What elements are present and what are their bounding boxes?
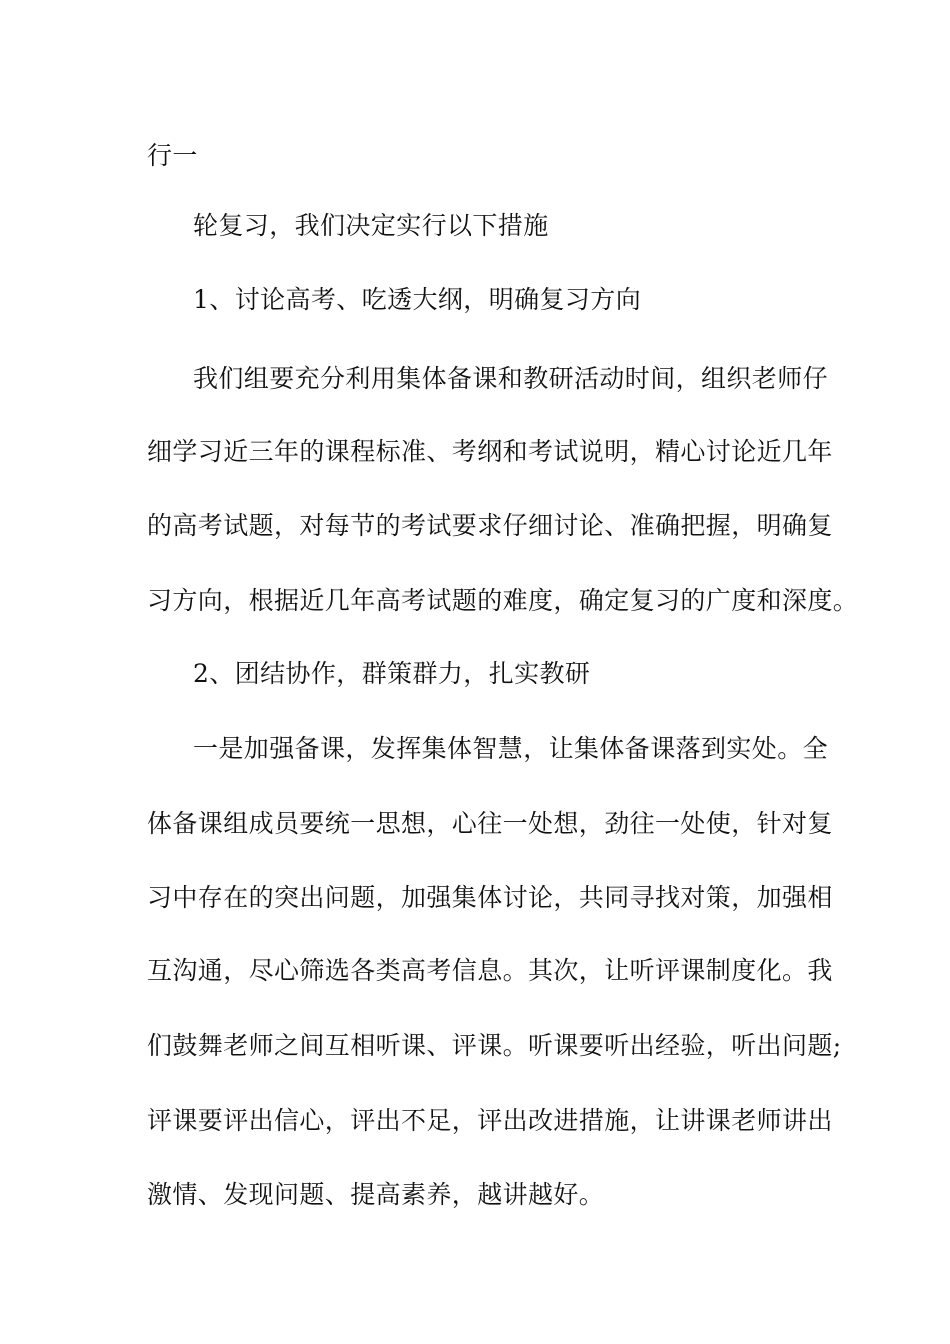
text-line: 评课要评出信心，评出不足，评出改进措施，让讲课老师讲出 — [147, 1106, 833, 1135]
text-line: 习方向，根据近几年高考试题的难度，确定复习的广度和深度。 — [147, 586, 859, 615]
text-line: 们鼓舞老师之间互相听课、评课。听课要听出经验，听出问题; — [147, 1031, 842, 1060]
text-line: 体备课组成员要统一思想，心往一处想，劲往一处使，针对复 — [147, 809, 833, 838]
text-line: 轮复习，我们决定实行以下措施 — [193, 211, 549, 240]
section-heading: 1、讨论高考、吃透大纲，明确复习方向 — [193, 285, 642, 314]
text-line: 一是加强备课，发挥集体智慧，让集体备课落到实处。全 — [193, 734, 829, 763]
text-line: 习中存在的突出问题，加强集体讨论，共同寻找对策，加强相 — [147, 883, 833, 912]
text-line: 行一 — [147, 141, 198, 170]
text-line: 互沟通，尽心筛选各类高考信息。其次，让听评课制度化。我 — [147, 956, 833, 985]
section-heading: 2、团结协作，群策群力，扎实教研 — [193, 659, 591, 688]
text-line: 激情、发现问题、提高素养，越讲越好。 — [147, 1180, 605, 1209]
text-line: 我们组要充分利用集体备课和教研活动时间，组织老师仔 — [193, 364, 829, 393]
text-line: 细学习近三年的课程标准、考纲和考试说明，精心讨论近几年 — [147, 437, 833, 466]
text-line: 的高考试题，对每节的考试要求仔细讨论、准确把握，明确复 — [147, 511, 833, 540]
